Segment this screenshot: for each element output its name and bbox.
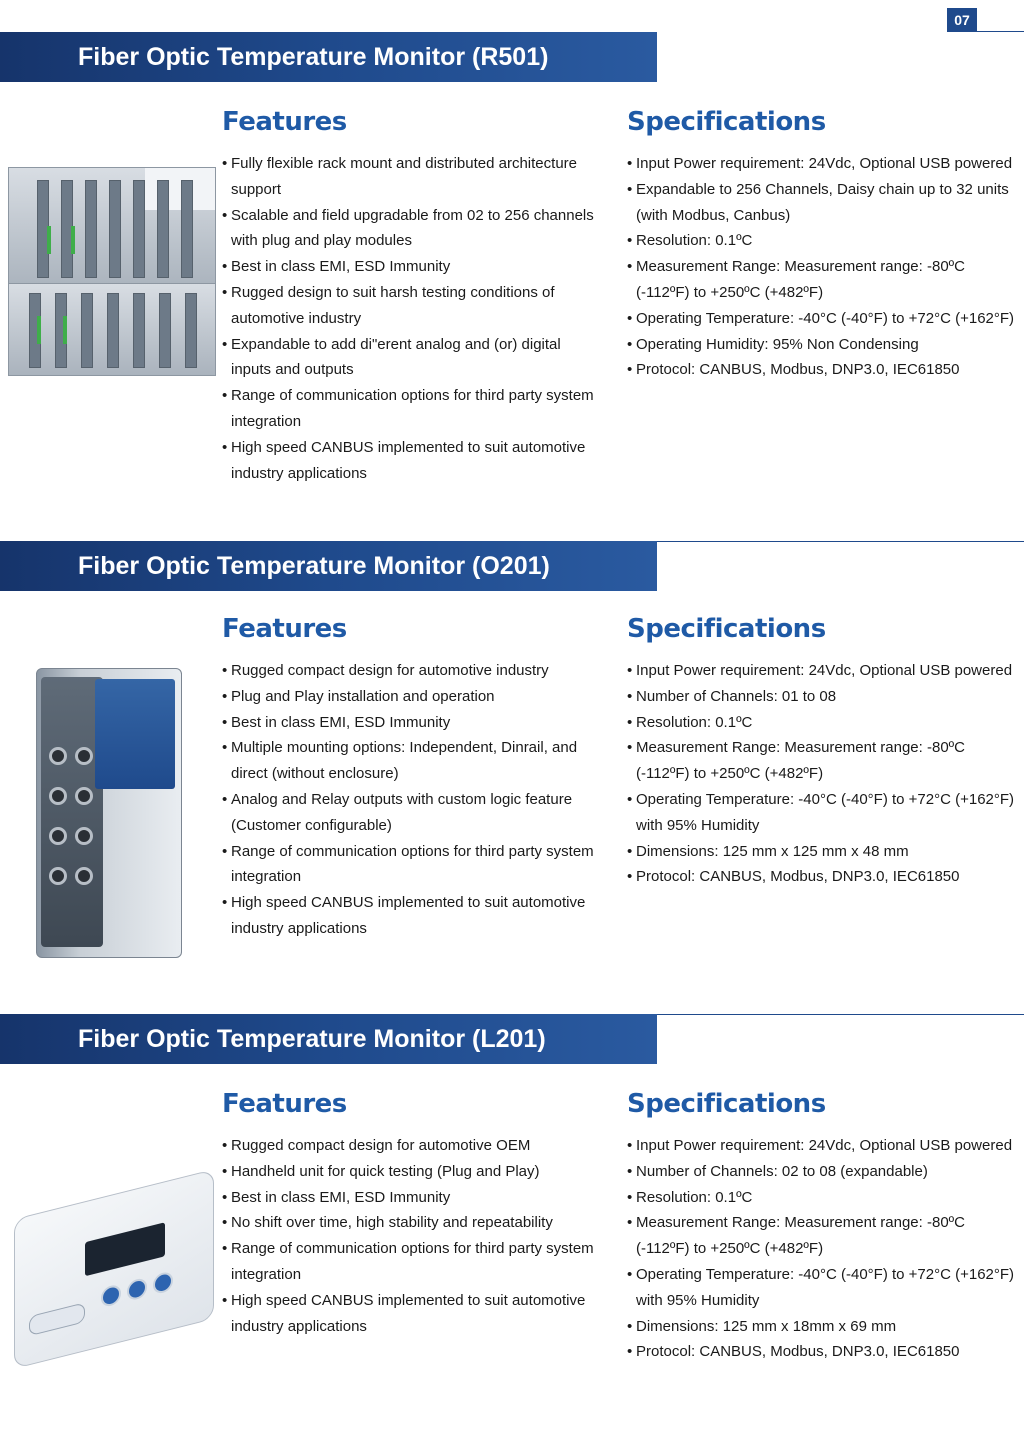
list-item: • Resolution: 0.1ºC	[627, 228, 1017, 254]
features-column	[222, 1089, 602, 1339]
features-list	[222, 658, 602, 942]
list-item: • Operating Temperature: -40°C (-40°F) to +72°C (+162°F) with 95% Humidity	[627, 787, 1017, 839]
rack-slot	[159, 293, 171, 368]
specs-column	[627, 614, 1017, 890]
l201-device-image	[14, 1169, 214, 1369]
port-icon	[75, 787, 93, 805]
list-item: • Best in class EMI, ESD Immunity	[222, 1185, 602, 1211]
specs-list	[627, 1133, 1017, 1365]
list-item: • Measurement Range: Measurement range: -80ºC (-112ºF) to +250ºC (+482ºF)	[627, 735, 1017, 787]
led-icon	[37, 316, 41, 344]
led-icon	[63, 316, 67, 344]
list-item: • Number of Channels: 02 to 08 (expandable)	[627, 1159, 1017, 1185]
list-item: • High speed CANBUS implemented to suit automotive industry applications	[222, 1288, 602, 1340]
list-item: • High speed CANBUS implemented to suit automotive industry applications	[222, 890, 602, 942]
list-item: • Fully flexible rack mount and distributed architecture support	[222, 151, 602, 203]
rack-slot	[185, 293, 197, 368]
device-side-panel	[95, 679, 175, 789]
list-item: • Range of communication options for third party system integration	[222, 383, 602, 435]
list-item: • Rugged design to suit harsh testing conditions of automotive industry	[222, 280, 602, 332]
port-icon	[75, 747, 93, 765]
port-icon	[49, 827, 67, 845]
device-screen	[85, 1222, 165, 1276]
list-item: • Operating Humidity: 95% Non Condensing	[627, 332, 1017, 358]
list-item: • Protocol: CANBUS, Modbus, DNP3.0, IEC61850	[627, 357, 1017, 383]
rack-slot	[133, 180, 145, 278]
list-item: • Number of Channels: 01 to 08	[627, 684, 1017, 710]
list-item: • Measurement Range: Measurement range: -80ºC (-112ºF) to +250ºC (+482ºF)	[627, 1210, 1017, 1262]
list-item: • Protocol: CANBUS, Modbus, DNP3.0, IEC61850	[627, 864, 1017, 890]
features-heading: Features	[222, 1089, 347, 1119]
section-title: Fiber Optic Temperature Monitor (L201)	[0, 1014, 657, 1064]
port-icon	[49, 747, 67, 765]
specs-heading: Specifications	[627, 1089, 826, 1119]
list-item: • Dimensions: 125 mm x 18mm x 69 mm	[627, 1314, 1017, 1340]
features-list	[222, 151, 602, 486]
rack-slot	[181, 180, 193, 278]
o201-device-image	[36, 668, 182, 958]
rack-image-top	[8, 167, 216, 289]
rack-slot	[109, 180, 121, 278]
specs-column	[627, 107, 1017, 383]
section-title: Fiber Optic Temperature Monitor (O201)	[0, 541, 657, 591]
list-item: • Plug and Play installation and operation	[222, 684, 602, 710]
specs-heading: Specifications	[627, 614, 826, 644]
button-icon	[101, 1283, 121, 1308]
device-face	[41, 677, 103, 947]
top-rule	[977, 31, 1024, 32]
list-item: • Expandable to add di"erent analog and (or) digital inputs and outputs	[222, 332, 602, 384]
button-icon	[153, 1270, 173, 1295]
features-heading: Features	[222, 107, 347, 137]
rack-slot	[81, 293, 93, 368]
banner-rule	[657, 541, 1024, 542]
list-item: • No shift over time, high stability and repeatability	[222, 1210, 602, 1236]
list-item: • Operating Temperature: -40°C (-40°F) to +72°C (+162°F)	[627, 306, 1017, 332]
list-item: • Multiple mounting options: Independent, Dinrail, and direct (without enclosure)	[222, 735, 602, 787]
list-item: • Input Power requirement: 24Vdc, Optional USB powered	[627, 151, 1017, 177]
specs-list	[627, 658, 1017, 890]
list-item: • Range of communication options for third party system integration	[222, 1236, 602, 1288]
rack-slot	[107, 293, 119, 368]
list-item: • Input Power requirement: 24Vdc, Optional USB powered	[627, 658, 1017, 684]
port-icon	[49, 867, 67, 885]
rack-image-bottom	[8, 283, 216, 376]
list-item: • Dimensions: 125 mm x 125 mm x 48 mm	[627, 839, 1017, 865]
page-number: 07	[947, 8, 977, 32]
list-item: • Rugged compact design for automotive industry	[222, 658, 602, 684]
list-item: • Operating Temperature: -40°C (-40°F) to +72°C (+162°F) with 95% Humidity	[627, 1262, 1017, 1314]
led-icon	[47, 226, 51, 254]
section-title: Fiber Optic Temperature Monitor (R501)	[0, 32, 657, 82]
list-item: • Resolution: 0.1ºC	[627, 710, 1017, 736]
banner-rule	[657, 1014, 1024, 1015]
list-item: • Analog and Relay outputs with custom logic feature (Customer configurable)	[222, 787, 602, 839]
features-list	[222, 1133, 602, 1339]
features-column	[222, 107, 602, 486]
list-item: • Best in class EMI, ESD Immunity	[222, 710, 602, 736]
list-item: • High speed CANBUS implemented to suit automotive industry applications	[222, 435, 602, 487]
led-icon	[71, 226, 75, 254]
list-item: • Rugged compact design for automotive OEM	[222, 1133, 602, 1159]
list-item: • Measurement Range: Measurement range: -80ºC (-112ºF) to +250ºC (+482ºF)	[627, 254, 1017, 306]
list-item: • Scalable and field upgradable from 02 to 256 channels with plug and play modules	[222, 203, 602, 255]
port-icon	[75, 867, 93, 885]
port-icon	[75, 827, 93, 845]
list-item: • Expandable to 256 Channels, Daisy chain up to 32 units (with Modbus, Canbus)	[627, 177, 1017, 229]
features-column	[222, 614, 602, 942]
button-icon	[127, 1277, 147, 1302]
list-item: • Handheld unit for quick testing (Plug and Play)	[222, 1159, 602, 1185]
rack-slot	[133, 293, 145, 368]
port-icon	[49, 787, 67, 805]
list-item: • Protocol: CANBUS, Modbus, DNP3.0, IEC61850	[627, 1339, 1017, 1365]
specs-column	[627, 1089, 1017, 1365]
rack-slot	[157, 180, 169, 278]
specs-heading: Specifications	[627, 107, 826, 137]
rack-slot	[85, 180, 97, 278]
features-heading: Features	[222, 614, 347, 644]
specs-list	[627, 151, 1017, 383]
list-item: • Best in class EMI, ESD Immunity	[222, 254, 602, 280]
logo-icon	[29, 1302, 85, 1336]
rack-plate	[145, 168, 215, 210]
list-item: • Range of communication options for third party system integration	[222, 839, 602, 891]
list-item: • Resolution: 0.1ºC	[627, 1185, 1017, 1211]
list-item: • Input Power requirement: 24Vdc, Optional USB powered	[627, 1133, 1017, 1159]
